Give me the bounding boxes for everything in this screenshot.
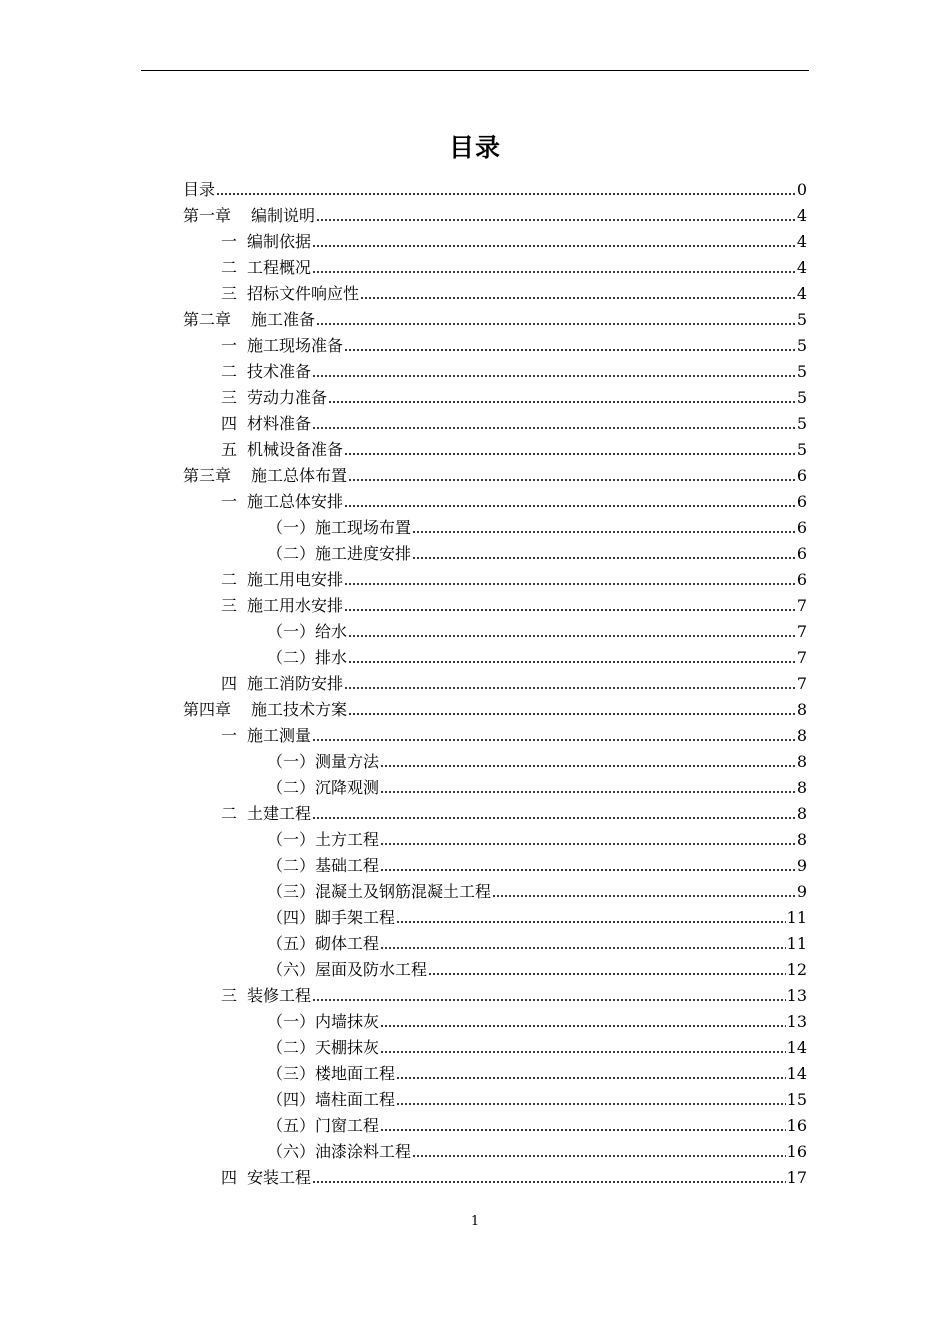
dot-leader: [348, 628, 796, 638]
toc-entry-page: 8: [796, 726, 807, 745]
toc-entry-label: 楼地面工程: [315, 1064, 396, 1083]
toc-entry-page: 7: [796, 622, 807, 641]
dot-leader: [412, 550, 796, 560]
toc-entry-page: 17: [786, 1168, 807, 1187]
toc-entry-page: 12: [786, 960, 807, 979]
table-of-contents: [183, 177, 807, 1191]
toc-entry-label: 施工消防安排: [247, 674, 344, 693]
toc-entry-number: 三: [221, 986, 238, 1005]
toc-entry-number: 二: [221, 570, 238, 589]
toc-entry[interactable]: [183, 567, 807, 593]
dot-leader: [380, 836, 796, 846]
toc-entry[interactable]: [183, 1009, 807, 1035]
toc-entry-page: 6: [796, 492, 807, 511]
toc-entry-number: （二）: [267, 544, 316, 563]
toc-entry-page: 6: [796, 570, 807, 589]
toc-entry[interactable]: [183, 749, 807, 775]
toc-entry-page: 5: [796, 388, 807, 407]
toc-entry-label: 装修工程: [247, 986, 312, 1005]
toc-entry[interactable]: [183, 281, 807, 307]
toc-entry-label: 砌体工程: [315, 934, 380, 953]
toc-entry-label: 施工技术方案: [251, 700, 348, 719]
toc-entry-label: 招标文件响应性: [247, 284, 360, 303]
dot-leader: [312, 368, 796, 378]
dot-leader: [312, 264, 796, 274]
toc-entry-page: 9: [796, 856, 807, 875]
toc-entry[interactable]: [183, 931, 807, 957]
toc-entry[interactable]: [183, 645, 807, 671]
toc-entry[interactable]: [183, 697, 807, 723]
toc-entry-number: 第二章: [183, 310, 232, 329]
dot-leader: [344, 498, 796, 508]
toc-entry[interactable]: [183, 983, 807, 1009]
toc-entry-page: 9: [796, 882, 807, 901]
toc-entry-page: 16: [786, 1116, 807, 1135]
dot-leader: [344, 446, 796, 456]
toc-entry-number: 第四章: [183, 700, 232, 719]
toc-entry-number: （二）: [267, 648, 316, 667]
toc-entry-label: 施工现场布置: [315, 518, 412, 537]
dot-leader: [348, 472, 796, 482]
dot-leader: [312, 1174, 786, 1184]
dot-leader: [316, 316, 796, 326]
toc-entry-number: 一: [221, 492, 238, 511]
toc-entry-number: （二）: [267, 1038, 316, 1057]
toc-entry-label: 编制依据: [247, 232, 312, 251]
dot-leader: [312, 420, 796, 430]
toc-entry-page: 5: [796, 414, 807, 433]
dot-leader: [396, 914, 786, 924]
toc-entry-number: 一: [221, 232, 238, 251]
dot-leader: [380, 862, 796, 872]
toc-entry[interactable]: [183, 853, 807, 879]
toc-entry-label: 安装工程: [247, 1168, 312, 1187]
dot-leader: [312, 732, 796, 742]
toc-entry[interactable]: [183, 359, 807, 385]
dot-leader: [380, 1122, 786, 1132]
toc-entry[interactable]: [183, 229, 807, 255]
toc-entry-number: 二: [221, 804, 238, 823]
toc-entry-page: 11: [786, 908, 807, 927]
toc-entry-label: 墙柱面工程: [315, 1090, 396, 1109]
dot-leader: [412, 524, 796, 534]
toc-entry[interactable]: [183, 1087, 807, 1113]
toc-entry-page: 5: [796, 440, 807, 459]
toc-entry-page: 8: [796, 752, 807, 771]
toc-entry[interactable]: [183, 879, 807, 905]
toc-entry-label: 施工总体布置: [251, 466, 348, 485]
toc-entry-number: （二）: [267, 856, 316, 875]
toc-entry-number: （一）: [267, 1012, 316, 1031]
page-number: 1: [470, 1214, 480, 1229]
toc-entry[interactable]: [183, 489, 807, 515]
toc-entry-number: 第一章: [183, 206, 232, 225]
dot-leader: [344, 602, 796, 612]
toc-entry-number: 二: [221, 362, 238, 381]
toc-entry-page: 7: [796, 674, 807, 693]
toc-entry-label: 劳动力准备: [247, 388, 328, 407]
toc-entry[interactable]: [183, 411, 807, 437]
toc-entry-number: 第三章: [183, 466, 232, 485]
dot-leader: [344, 342, 796, 352]
toc-entry-number: 四: [221, 1168, 238, 1187]
toc-entry-label: 施工准备: [251, 310, 316, 329]
dot-leader: [412, 1148, 786, 1158]
toc-entry-page: 5: [796, 310, 807, 329]
toc-entry-page: 8: [796, 778, 807, 797]
dot-leader: [380, 784, 796, 794]
toc-entry-page: 13: [786, 1012, 807, 1031]
toc-entry[interactable]: [183, 515, 807, 541]
toc-entry-label: 施工用电安排: [247, 570, 344, 589]
toc-entry[interactable]: [183, 619, 807, 645]
dot-leader: [216, 186, 796, 196]
toc-entry-label: 门窗工程: [315, 1116, 380, 1135]
toc-entry-label: 目录: [183, 180, 216, 199]
toc-entry-label: 技术准备: [247, 362, 312, 381]
dot-leader: [312, 238, 796, 248]
toc-entry-number: 五: [221, 440, 238, 459]
toc-entry-number: （三）: [267, 882, 316, 901]
toc-entry-number: （一）: [267, 830, 316, 849]
toc-entry-label: 机械设备准备: [247, 440, 344, 459]
toc-entry[interactable]: [183, 333, 807, 359]
dot-leader: [344, 680, 796, 690]
toc-entry-number: （三）: [267, 1064, 316, 1083]
toc-entry-page: 14: [786, 1064, 807, 1083]
toc-entry-page: 0: [796, 180, 807, 199]
toc-entry-number: （四）: [267, 908, 316, 927]
dot-leader: [328, 394, 796, 404]
toc-entry-page: 11: [786, 934, 807, 953]
dot-leader: [316, 212, 796, 222]
toc-entry[interactable]: [183, 437, 807, 463]
toc-entry[interactable]: [183, 203, 807, 229]
toc-entry-label: 工程概况: [247, 258, 312, 277]
toc-entry-page: 8: [796, 804, 807, 823]
toc-entry-label: 施工测量: [247, 726, 312, 745]
dot-leader: [396, 1096, 786, 1106]
toc-entry-label: 油漆涂料工程: [315, 1142, 412, 1161]
toc-entry[interactable]: [183, 1035, 807, 1061]
dot-leader: [380, 758, 796, 768]
toc-entry-label: 天棚抹灰: [315, 1038, 380, 1057]
toc-entry-page: 6: [796, 518, 807, 537]
toc-entry-page: 8: [796, 830, 807, 849]
toc-entry-number: （一）: [267, 752, 316, 771]
dot-leader: [380, 1044, 786, 1054]
toc-entry-number: （四）: [267, 1090, 316, 1109]
toc-entry-label: 内墙抹灰: [315, 1012, 380, 1031]
toc-entry-label: 给水: [315, 622, 348, 641]
toc-entry-number: （五）: [267, 1116, 316, 1135]
toc-entry-label: 测量方法: [315, 752, 380, 771]
toc-entry[interactable]: [183, 593, 807, 619]
dot-leader: [312, 810, 796, 820]
toc-entry-page: 6: [796, 466, 807, 485]
dot-leader: [312, 992, 786, 1002]
toc-entry-page: 13: [786, 986, 807, 1005]
toc-entry-label: 编制说明: [251, 206, 316, 225]
header-rule: [141, 70, 809, 71]
toc-entry-label: 混凝土及钢筋混凝土工程: [315, 882, 492, 901]
toc-entry-number: 四: [221, 674, 238, 693]
toc-entry[interactable]: [183, 1165, 807, 1191]
toc-entry-label: 施工总体安排: [247, 492, 344, 511]
toc-entry[interactable]: [183, 1139, 807, 1165]
toc-entry[interactable]: [183, 827, 807, 853]
toc-entry-label: 脚手架工程: [315, 908, 396, 927]
toc-entry-page: 15: [786, 1090, 807, 1109]
toc-entry-number: 一: [221, 726, 238, 745]
toc-entry-label: 材料准备: [247, 414, 312, 433]
toc-entry-page: 7: [796, 648, 807, 667]
toc-entry[interactable]: [183, 957, 807, 983]
toc-entry-page: 8: [796, 700, 807, 719]
toc-entry[interactable]: [183, 255, 807, 281]
page-title: 目录: [448, 133, 501, 162]
toc-entry[interactable]: [183, 1061, 807, 1087]
toc-entry[interactable]: [183, 801, 807, 827]
toc-entry-number: （五）: [267, 934, 316, 953]
toc-entry[interactable]: [183, 723, 807, 749]
toc-entry-label: 屋面及防水工程: [315, 960, 428, 979]
toc-entry-number: （二）: [267, 778, 316, 797]
toc-entry[interactable]: [183, 463, 807, 489]
toc-entry-number: 二: [221, 258, 238, 277]
dot-leader: [380, 1018, 786, 1028]
toc-entry-page: 16: [786, 1142, 807, 1161]
toc-entry-label: 基础工程: [315, 856, 380, 875]
toc-entry[interactable]: [183, 905, 807, 931]
toc-entry-number: （一）: [267, 622, 316, 641]
toc-entry-number: 三: [221, 284, 238, 303]
toc-entry[interactable]: [183, 385, 807, 411]
toc-entry-page: 4: [796, 206, 807, 225]
dot-leader: [344, 576, 796, 586]
toc-entry-label: 土建工程: [247, 804, 312, 823]
toc-entry-page: 14: [786, 1038, 807, 1057]
toc-entry-page: 5: [796, 336, 807, 355]
toc-entry[interactable]: [183, 541, 807, 567]
toc-entry[interactable]: [183, 775, 807, 801]
toc-entry-page: 5: [796, 362, 807, 381]
toc-entry[interactable]: [183, 1113, 807, 1139]
dot-leader: [492, 888, 796, 898]
toc-entry[interactable]: [183, 307, 807, 333]
toc-entry-label: 施工进度安排: [315, 544, 412, 563]
toc-entry-number: 三: [221, 388, 238, 407]
toc-entry-number: （一）: [267, 518, 316, 537]
toc-entry-number: 一: [221, 336, 238, 355]
dot-leader: [348, 654, 796, 664]
toc-entry-page: 6: [796, 544, 807, 563]
toc-entry-label: 排水: [315, 648, 348, 667]
toc-entry[interactable]: [183, 671, 807, 697]
dot-leader: [428, 966, 786, 976]
toc-entry-page: 4: [796, 258, 807, 277]
toc-entry-page: 7: [796, 596, 807, 615]
toc-entry-label: 施工用水安排: [247, 596, 344, 615]
toc-entry-page: 4: [796, 284, 807, 303]
toc-entry-label: 施工现场准备: [247, 336, 344, 355]
toc-entry-number: （六）: [267, 1142, 316, 1161]
toc-entry-label: 沉降观测: [315, 778, 380, 797]
toc-entry-number: 四: [221, 414, 238, 433]
dot-leader: [396, 1070, 786, 1080]
dot-leader: [348, 706, 796, 716]
toc-entry-number: 三: [221, 596, 238, 615]
toc-entry[interactable]: [183, 177, 807, 203]
toc-entry-number: （六）: [267, 960, 316, 979]
toc-entry-label: 土方工程: [315, 830, 380, 849]
toc-entry-page: 4: [796, 232, 807, 251]
dot-leader: [360, 290, 796, 300]
dot-leader: [380, 940, 786, 950]
